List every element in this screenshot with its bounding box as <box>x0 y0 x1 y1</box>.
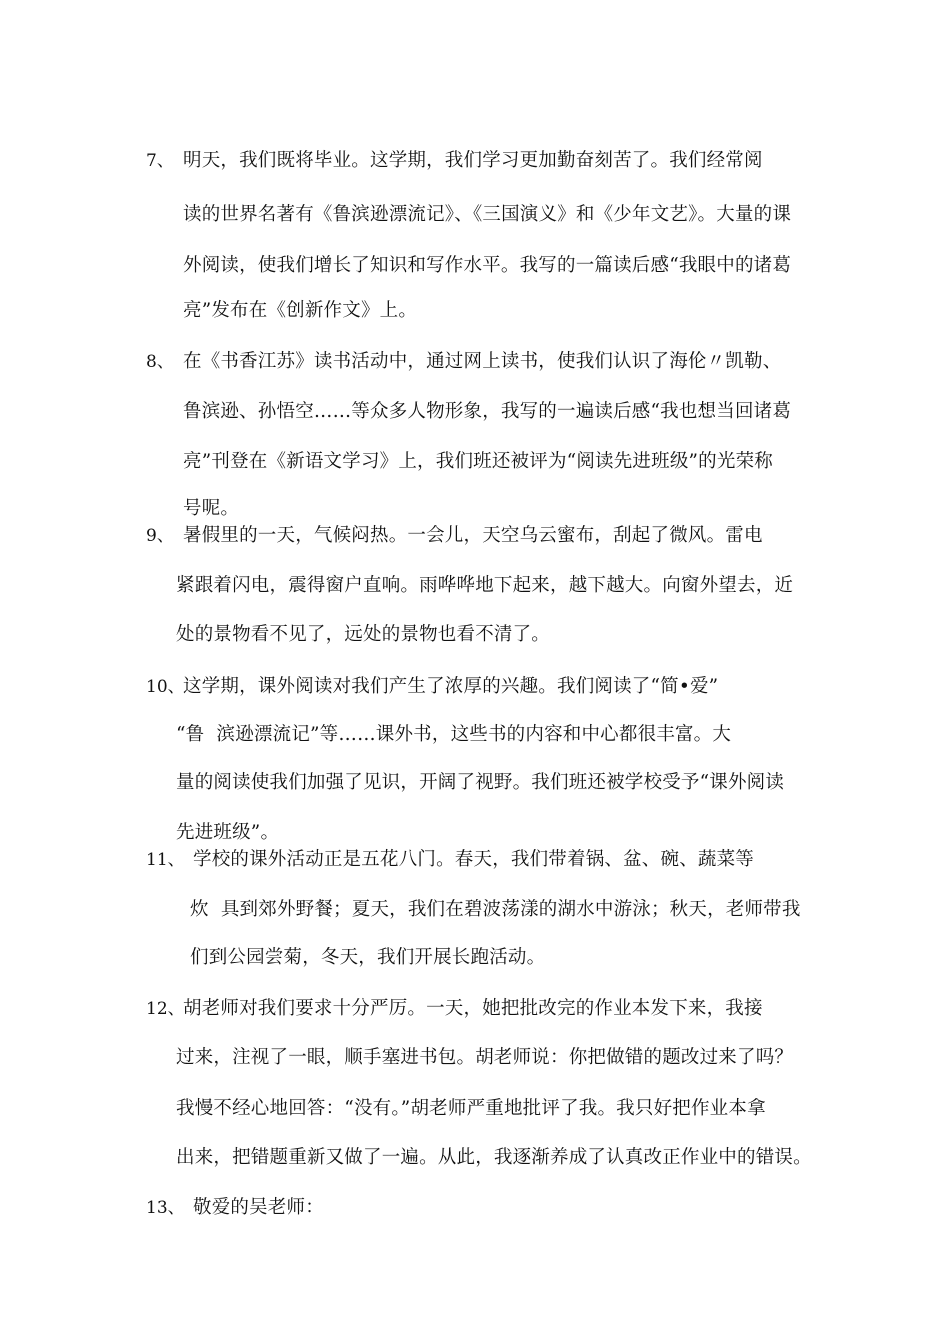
item-line: 过来，注视了一眼，顺手塞进书包。胡老师说：你把做错的题改过来了吗？ <box>176 1047 794 1068</box>
item-line: 我慢不经心地回答：“没有。”胡老师严重地批评了我。我只好把作业本拿 <box>176 1098 766 1119</box>
item-line: 读的世界名著有《鲁滨逊漂流记》、《三国演义》和《少年文艺》。大量的课 <box>183 204 792 225</box>
item-number: 7、 <box>146 151 174 171</box>
item-line: 亮”刊登在《新语文学习》上，我们班还被评为“阅读先进班级”的光荣称 <box>183 451 773 472</box>
item-number: 11、 <box>146 850 185 870</box>
item-number: 13、 <box>146 1198 185 1218</box>
item-line: 号呢。 <box>183 498 240 519</box>
item-line: 量的阅读使我们加强了见识，开阔了视野。我们班还被学校受予“课外阅读 <box>176 772 785 793</box>
item-line: 炊 具到郊外野餐；夏天，我们在碧波荡漾的湖水中游泳；秋天，老师带我 <box>190 899 801 920</box>
item-line: “鲁 滨逊漂流记”等……课外书，这些书的内容和中心都很丰富。大 <box>176 724 732 745</box>
item-number: 8、 <box>146 352 174 372</box>
item-line: 暑假里的一天，气候闷热。一会儿，天空乌云蜜布，刮起了微风。雷电 <box>183 525 763 546</box>
item-number: 12、 <box>146 999 185 1019</box>
item-line: 敬爱的吴老师： <box>193 1197 324 1218</box>
item-line: 们到公园尝菊，冬天，我们开展长跑活动。 <box>190 947 546 968</box>
item-line: 外阅读，使我们增长了知识和写作水平。我写的一篇读后感“我眼中的诸葛 <box>183 255 792 276</box>
item-number: 9、 <box>146 526 174 546</box>
item-line: 胡老师对我们要求十分严厉。一天，她把批改完的作业本发下来，我接 <box>183 998 763 1019</box>
item-number: 10、 <box>146 677 185 697</box>
item-line: 明天，我们既将毕业。这学期，我们学习更加勤奋刻苦了。我们经常阅 <box>183 150 763 171</box>
item-line: 在《书香江苏》读书活动中，通过网上读书，使我们认识了海伦〃凯勒、 <box>183 351 782 372</box>
item-line: 这学期，课外阅读对我们产生了浓厚的兴趣。我们阅读了“简•爱” <box>183 676 719 697</box>
item-line: 处的景物看不见了，远处的景物也看不清了。 <box>176 624 551 645</box>
item-line: 出来，把错题重新又做了一遍。从此，我逐渐养成了认真改正作业中的错误。 <box>176 1147 812 1168</box>
item-line: 鲁滨逊、孙悟空……等众多人物形象，我写的一遍读后感“我也想当回诸葛 <box>183 401 792 422</box>
item-line: 紧跟着闪电，震得窗户直响。雨哗哗地下起来，越下越大。向窗外望去，近 <box>176 575 794 596</box>
item-line: 亮”发布在《创新作文》上。 <box>183 300 418 321</box>
item-line: 学校的课外活动正是五花八门。春天，我们带着锅、盆、碗、蔬菜等 <box>193 849 755 870</box>
item-line: 先进班级”。 <box>176 822 280 843</box>
